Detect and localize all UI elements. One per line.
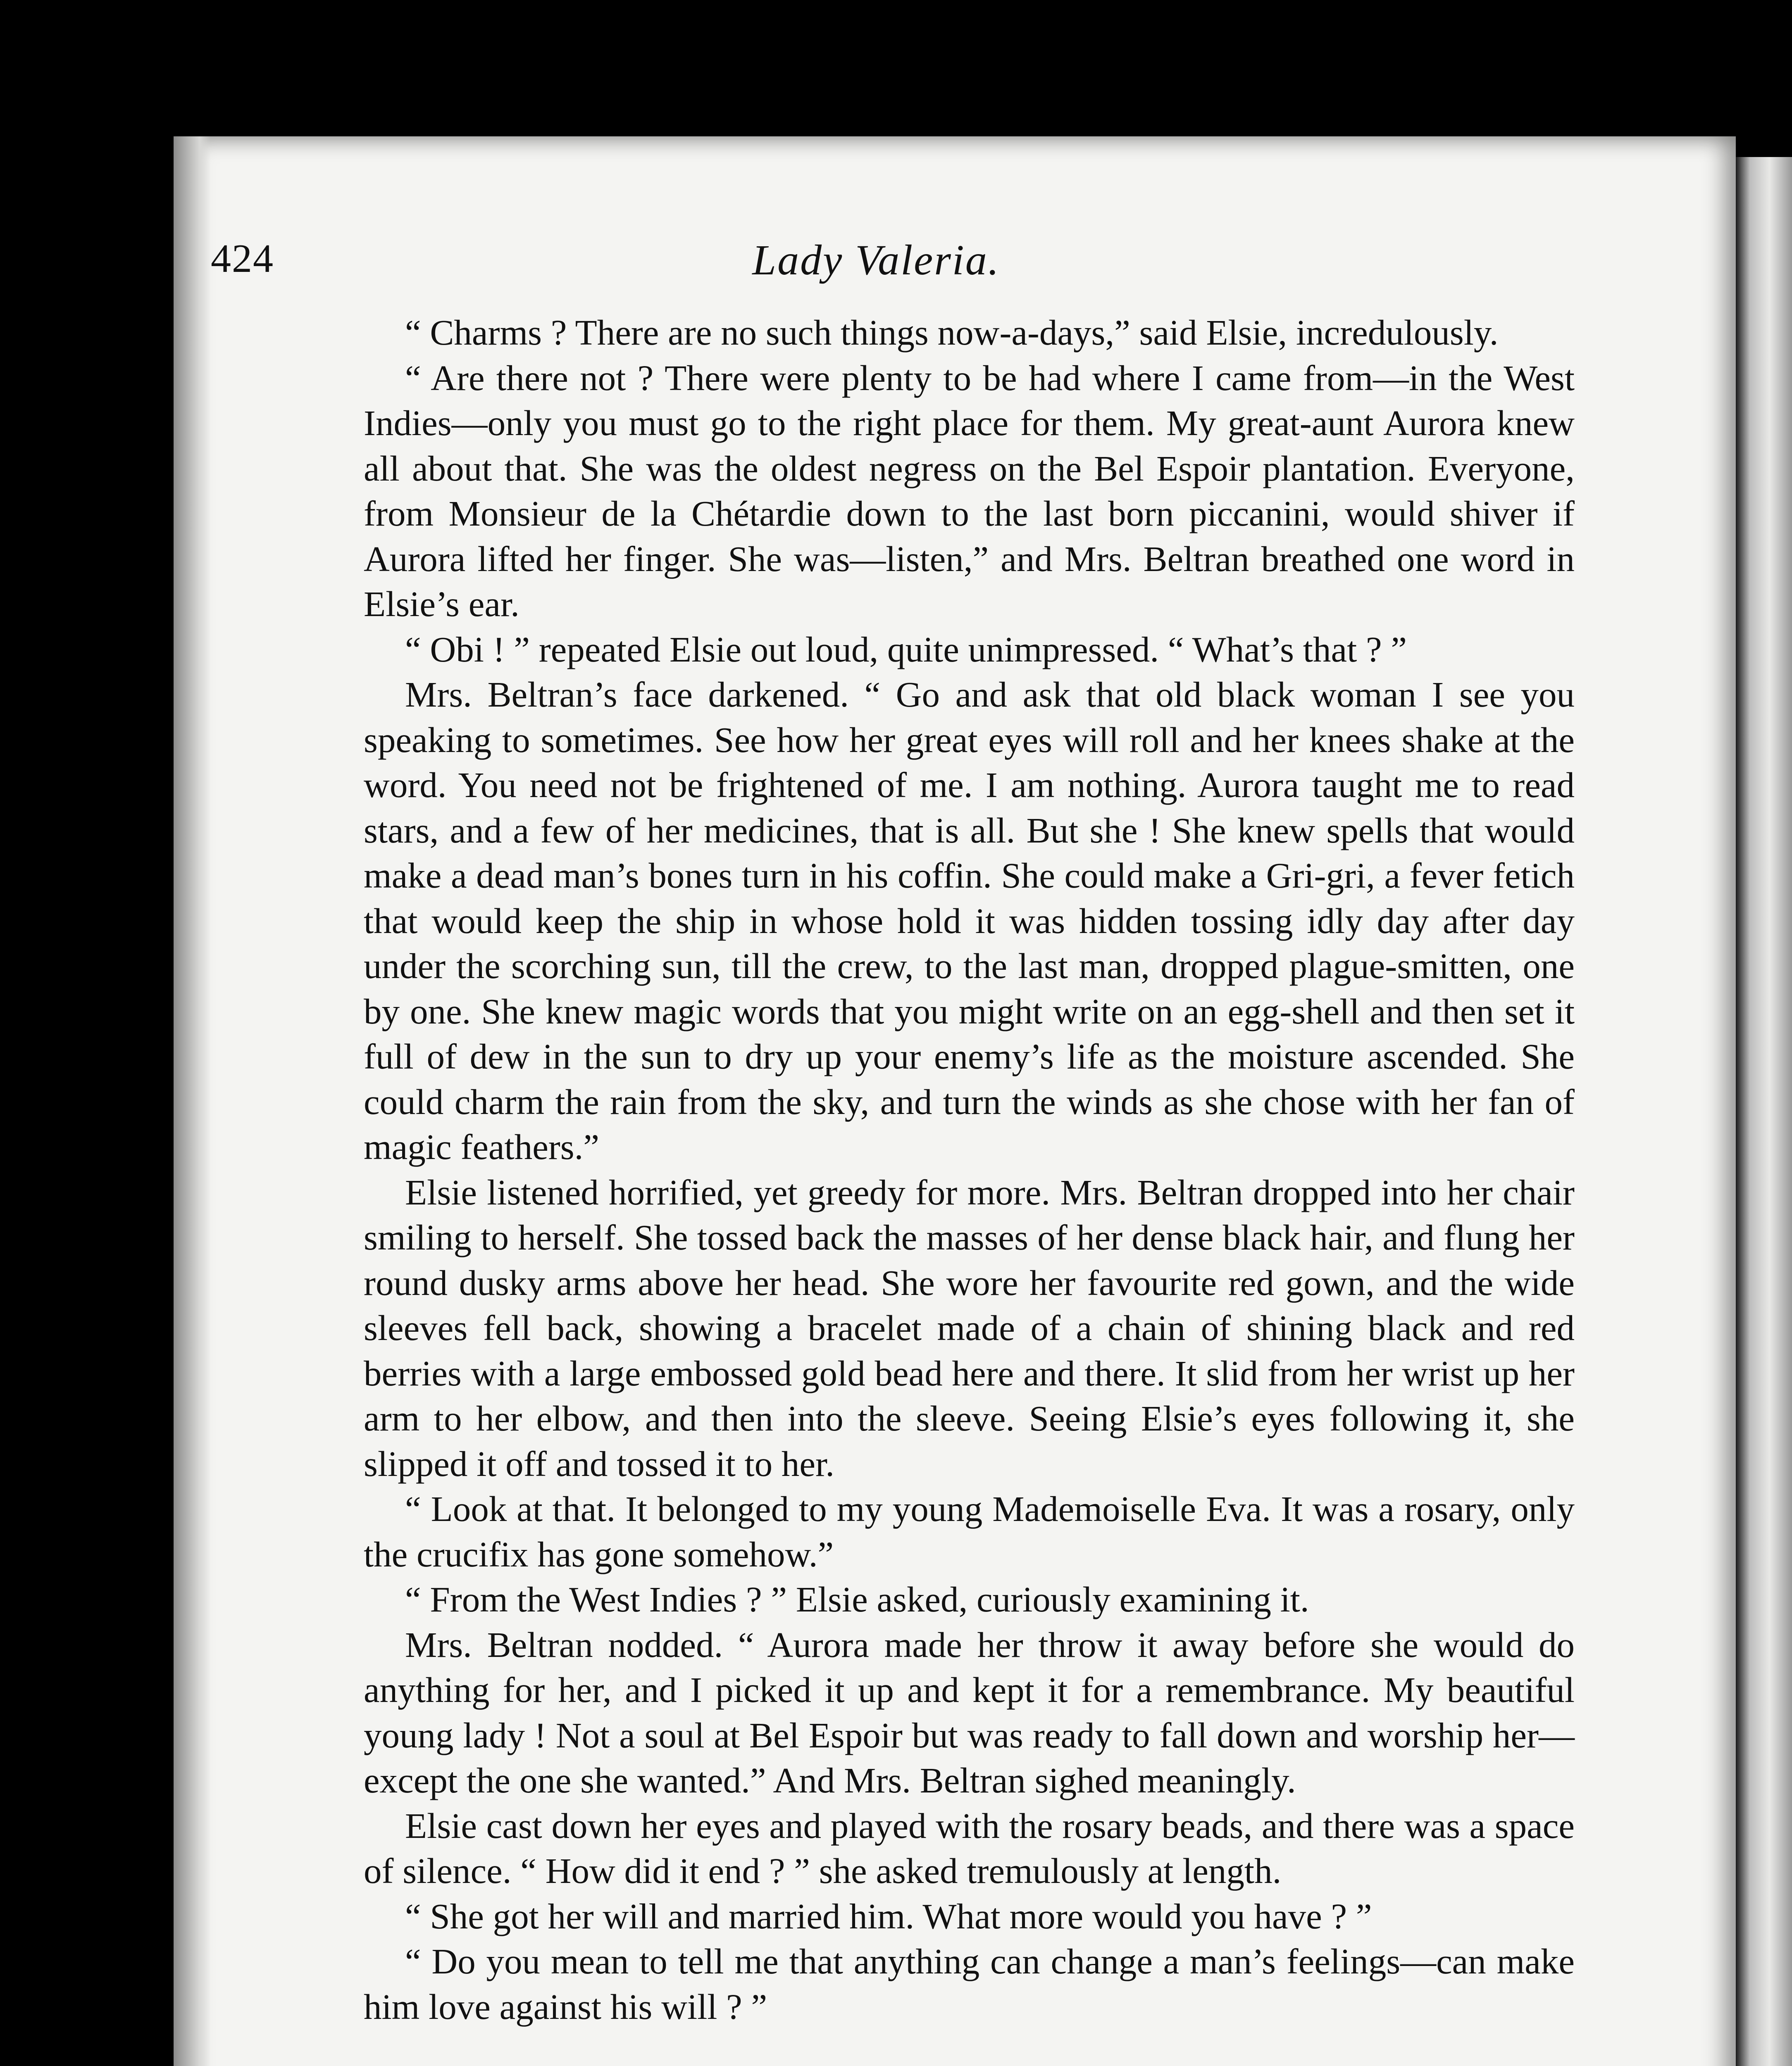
body-text xyxy=(364,310,1575,2029)
paragraph: “ She got her will and married him. What more would you have ? ” xyxy=(405,1896,1372,1936)
paragraph: “ Are there not ? There were plenty to be had where I came from—in the West Indies—only you must go to the right place for them. My great-aunt Aurora knew all about that. She was the oldest negress on the Bel Espoir plantation. Everyone, from Monsieur de la Chétardie down to the last born piccanini, would shiver if Aurora lifted her finger. She was—listen,” and Mrs. Beltran breathed one word in Elsie’s ear. xyxy=(364,357,1575,624)
page-gutter-shadow xyxy=(174,136,211,2066)
paragraph: “ Obi ! ” repeated Elsie out loud, quite unimpressed. “ What’s that ? ” xyxy=(405,629,1407,669)
paragraph: “ Look at that. It belonged to my young Mademoiselle Eva. It was a rosary, only the crucifix has gone somehow.” xyxy=(364,1489,1575,1574)
paragraph: “ From the West Indies ? ” Elsie asked, curiously examining it. xyxy=(405,1579,1309,1619)
paragraph: Mrs. Beltran’s face darkened. “ Go and ask that old black woman I see you speaking to sometimes. See how her great eyes will roll and her knees shake at the word. You need not be frightened of me. I am nothing. Aurora taught me to read stars, and a few of her medicines, that is all. But she ! She knew spells that would make a dead man’s bones turn in his coffin. She could make a Gri-gri, a fever fetich that would keep the ship in whose hold it was hidden tossing idly day after day under the scorching sun, till the crew, to the last man, dropped plague-smitten, one by one. She knew magic words that you might write on an egg-shell and then set it full of dew in the sun to dry up your enemy’s life as the moisture ascended. She could charm the rain from the sky, and turn the winds as she chose with her fan of magic feathers.” xyxy=(364,674,1575,1167)
paragraph: Mrs. Beltran nodded. “ Aurora made her throw it away before she would do anything for her, and I picked it up and kept it for a remembrance. My beautiful young lady ! Not a soul at Bel Espoir but was ready to fall down and worship her—except the one she wanted.” And Mrs. Beltran sighed meaningly. xyxy=(364,1624,1575,1800)
paragraph: “ Charms ? There are no such things now-a-days,” said Elsie, incredulously. xyxy=(405,312,1499,352)
facing-page-edge xyxy=(1736,157,1792,2066)
page-header xyxy=(211,231,1542,289)
paragraph: Elsie cast down her eyes and played with the rosary beads, and there was a space of silence. “ How did it end ? ” she asked tremulously at length. xyxy=(364,1805,1575,1891)
running-title: Lady Valeria. xyxy=(752,236,1000,284)
page-number: 424 xyxy=(211,236,274,281)
scan-left-margin xyxy=(0,0,174,2066)
paragraph: Elsie listened horrified, yet greedy for more. Mrs. Beltran dropped into her chair smiling to herself. She tossed back the masses of her dense black hair, and flung her round dusky arms above her head. She wore her favourite red gown, and the wide sleeves fell back, showing a bracelet made of a chain of shining black and red berries with a large embossed gold bead here and there. It slid from her wrist up her arm to her elbow, and then into the sleeve. Seeing Elsie’s eyes following it, she slipped it off and tossed it to her. xyxy=(364,1172,1575,1484)
paragraph: “ Do you mean to tell me that anything can change a man’s feelings—can make him love against his will ? ” xyxy=(364,1941,1575,2027)
